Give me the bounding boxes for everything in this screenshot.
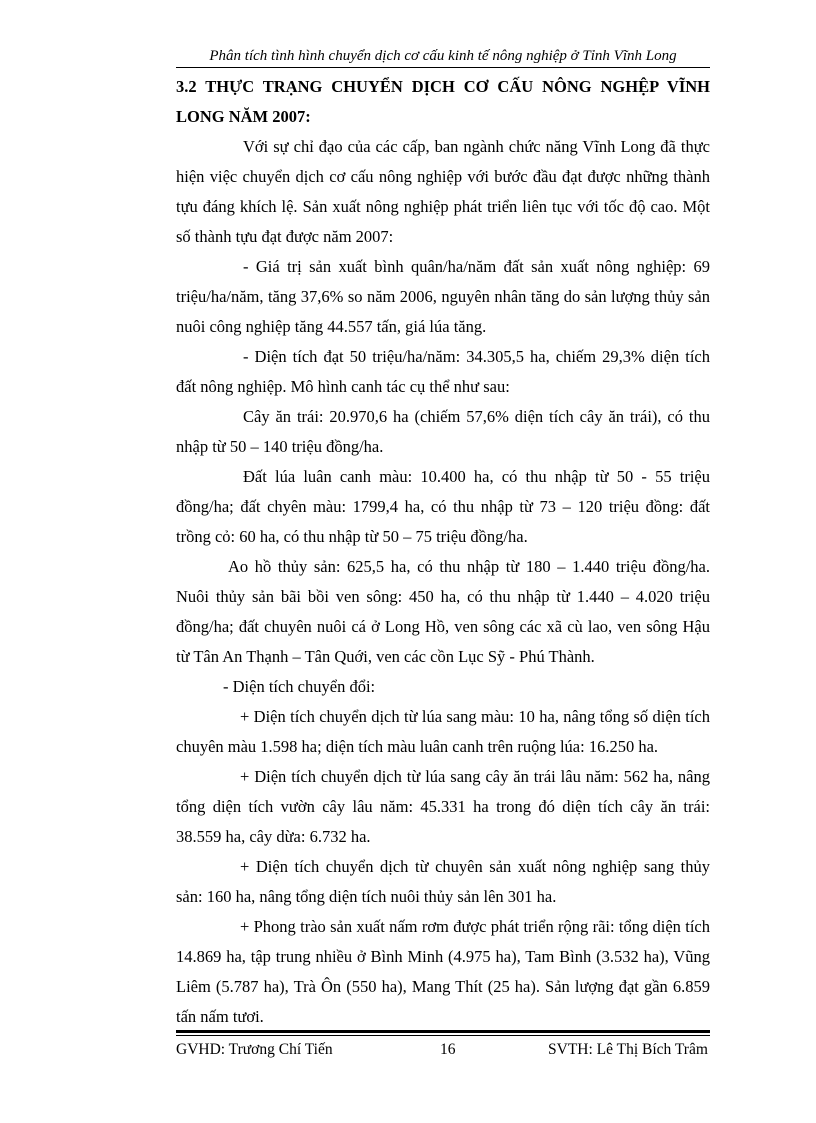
running-header: Phân tích tình hình chuyển dịch cơ cấu kinh tế nông nghiệp ở Tỉnh Vĩnh Long: [209, 48, 677, 64]
footer-page-number: 16: [440, 1041, 456, 1058]
header-rule: [176, 67, 710, 68]
paragraph-aquaculture: Ao hồ thủy sản: 625,5 ha, có thu nhập từ 180 – 1.440 triệu đồng/ha. Nuôi thủy sản bãi bồi ven sông: 450 ha, có thu nhập từ 1.440 – 4.020 triệu đồng/ha; đất chuyên nuôi cá ở Long Hồ, ven sông các xã cù lao, ven sông Hậu từ Tân An Thạnh – Tân Quới, ven các cồn Lục Sỹ - Phú Thành.: [176, 557, 710, 666]
paragraph-rice-to-crops: + Diện tích chuyển dịch từ lúa sang màu: 10 ha, nâng tổng số diện tích chuyên màu 1.598 ha; diện tích màu luân canh trên ruộng lúa: 16.250 ha.: [176, 707, 710, 756]
paragraph-rice-crops: Đất lúa luân canh màu: 10.400 ha, có thu nhập từ 50 - 55 triệu đồng/ha; đất chyên màu: 1799,4 ha, có thu nhập từ 73 – 120 triệu đồng: đất trồng cỏ: 60 ha, có thu nhập từ 50 – 75 triệu đồng/ha.: [176, 467, 710, 546]
footer-student: SVTH: Lê Thị Bích Trâm: [548, 1041, 708, 1058]
paragraph-fruit-trees: Cây ăn trái: 20.970,6 ha (chiếm 57,6% diện tích cây ăn trái), có thu nhập từ 50 – 140 triệu đồng/ha.: [176, 407, 710, 456]
paragraph-intro: Với sự chỉ đạo của các cấp, ban ngành chức năng Vĩnh Long đã thực hiện việc chuyển dịch cơ cấu nông nghiệp với bước đầu đạt được những thành tựu đáng khích lệ. Sản xuất nông nghiệp phát triển liên tục với tốc độ cao. Một số thành tựu đạt được năm 2007:: [176, 137, 710, 246]
footer-rule-thick: [176, 1030, 710, 1033]
footer-advisor: GVHD: Trương Chí Tiến: [176, 1041, 333, 1058]
paragraph-rice-to-fruit: + Diện tích chuyển dịch từ lúa sang cây ăn trái lâu năm: 562 ha, nâng tổng diện tích vườn cây lâu năm: 45.331 ha trong đó diện tích cây ăn trái: 38.559 ha, cây dừa: 6.732 ha.: [176, 767, 710, 846]
paragraph-production-value: - Giá trị sản xuất bình quân/ha/năm đất sản xuất nông nghiệp: 69 triệu/ha/năm, tăng 37,6% so năm 2006, nguyên nhân tăng do sản lượng thủy sản nuôi công nghiệp tăng 44.557 tấn, giá lúa tăng.: [176, 257, 710, 336]
paragraph-to-aquaculture: + Diện tích chuyển dịch từ chuyên sản xuất nông nghiệp sang thủy sản: 160 ha, nâng tổng diện tích nuôi thủy sản lên 301 ha.: [176, 857, 710, 906]
footer-rule-thin: [176, 1035, 710, 1036]
page-content: [176, 72, 710, 1032]
paragraph-area-50m: - Diện tích đạt 50 triệu/ha/năm: 34.305,5 ha, chiếm 29,3% diện tích đất nông nghiệp. Mô hình canh tác cụ thể như sau:: [176, 347, 710, 396]
paragraph-mushroom: + Phong trào sản xuất nấm rơm được phát triển rộng rãi: tổng diện tích 14.869 ha, tập trung nhiều ở Bình Minh (4.975 ha), Tam Bình (3.532 ha), Vũng Liêm (5.787 ha), Trà Ôn (550 ha), Mang Thít (25 ha). Sản lượng đạt gần 6.859 tấn nấm tươi.: [176, 917, 710, 1026]
section-heading: 3.2 THỰC TRẠNG CHUYỂN DỊCH CƠ CẤU NÔNG NGHỆP VĨNH LONG NĂM 2007:: [176, 77, 710, 126]
paragraph-converted-area: - Diện tích chuyển đổi:: [223, 677, 376, 696]
